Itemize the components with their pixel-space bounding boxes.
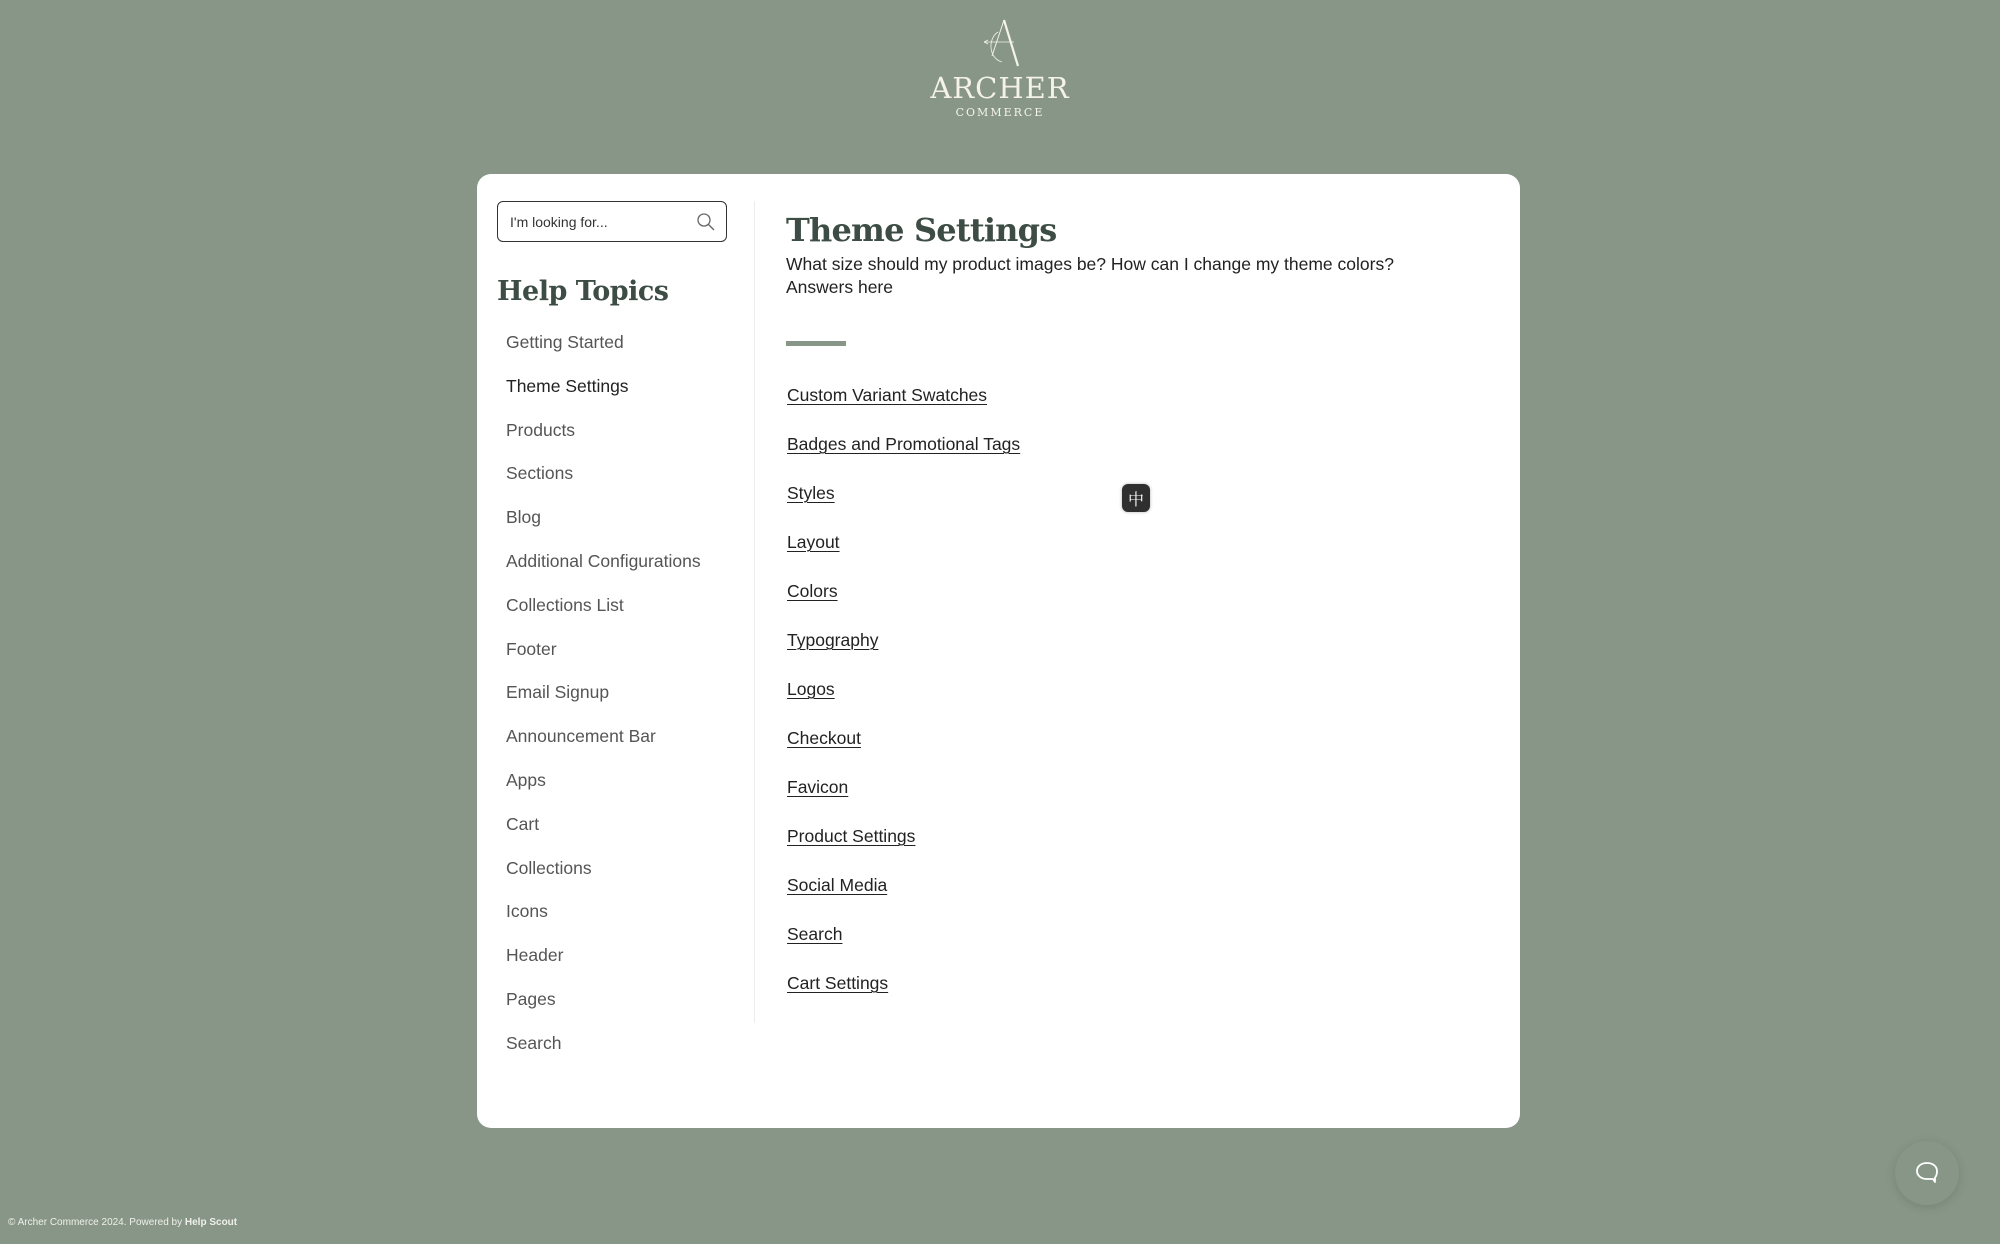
sidebar-item-icons[interactable]: Icons <box>506 901 548 922</box>
article-link-product-settings[interactable]: Product Settings <box>787 826 916 846</box>
article-link-favicon[interactable]: Favicon <box>787 777 849 797</box>
article-link-badges-promotional-tags[interactable]: Badges and Promotional Tags <box>787 434 1021 454</box>
article-link-styles[interactable]: Styles <box>787 483 835 503</box>
sidebar-divider <box>754 201 755 1023</box>
sidebar <box>497 201 733 1066</box>
article-list <box>787 383 1486 1020</box>
sidebar-item-collections-list[interactable]: Collections List <box>506 594 624 615</box>
sidebar-item-blog[interactable]: Blog <box>506 507 542 528</box>
sidebar-item-cart[interactable]: Cart <box>506 813 540 834</box>
sidebar-item-theme-settings[interactable]: Theme Settings <box>506 375 629 396</box>
page-title: Theme Settings <box>786 211 1057 249</box>
article-link-social-media[interactable]: Social Media <box>787 875 888 895</box>
article-link-custom-variant-swatches[interactable]: Custom Variant Swatches <box>787 385 988 405</box>
sidebar-item-search[interactable]: Search <box>506 1032 562 1053</box>
footer-copyright: © Archer Commerce 2024. Powered by <box>8 1217 185 1228</box>
brand-subtitle: COMMERCE <box>955 106 1045 119</box>
article-link-cart-settings[interactable]: Cart Settings <box>787 973 889 993</box>
help-center-card <box>477 174 1520 1128</box>
chat-bubble-icon <box>1914 1160 1940 1186</box>
article-link-typography[interactable]: Typography <box>787 630 879 650</box>
brand-logo[interactable] <box>0 18 2000 119</box>
sidebar-item-sections[interactable]: Sections <box>506 463 574 484</box>
accent-divider <box>786 341 846 346</box>
sidebar-item-collections[interactable]: Collections <box>506 857 592 878</box>
sidebar-item-pages[interactable]: Pages <box>506 988 556 1009</box>
search-input[interactable] <box>508 213 696 231</box>
sidebar-item-email-signup[interactable]: Email Signup <box>506 682 610 703</box>
category-description: What size should my product images be? How can I change my theme colors? Answers here <box>786 254 1394 297</box>
archer-a-monogram-icon <box>970 18 1030 70</box>
sidebar-item-footer[interactable]: Footer <box>506 638 557 659</box>
help-topics-heading: Help Topics <box>497 276 669 307</box>
search-icon[interactable] <box>696 212 716 232</box>
article-link-search[interactable]: Search <box>787 924 843 944</box>
sidebar-item-announcement-bar[interactable]: Announcement Bar <box>506 726 656 747</box>
topic-list <box>497 321 733 1066</box>
search-box[interactable] <box>497 201 727 242</box>
sidebar-item-apps[interactable]: Apps <box>506 769 546 790</box>
sidebar-item-products[interactable]: Products <box>506 419 576 440</box>
sidebar-item-header[interactable]: Header <box>506 945 564 966</box>
translate-icon[interactable]: 中 <box>1122 484 1150 512</box>
sidebar-item-getting-started[interactable]: Getting Started <box>506 332 624 352</box>
category-content <box>786 210 1486 1020</box>
article-link-logos[interactable]: Logos <box>787 679 835 699</box>
brand-name: ARCHER <box>930 71 1070 105</box>
footer-help-scout-link[interactable]: Help Scout <box>184 1217 238 1228</box>
article-link-checkout[interactable]: Checkout <box>787 728 861 748</box>
footer <box>8 1217 237 1228</box>
article-link-colors[interactable]: Colors <box>787 581 838 601</box>
sidebar-item-additional-configurations[interactable]: Additional Configurations <box>506 550 701 571</box>
article-link-layout[interactable]: Layout <box>787 532 840 552</box>
help-beacon-button[interactable] <box>1895 1141 1959 1205</box>
